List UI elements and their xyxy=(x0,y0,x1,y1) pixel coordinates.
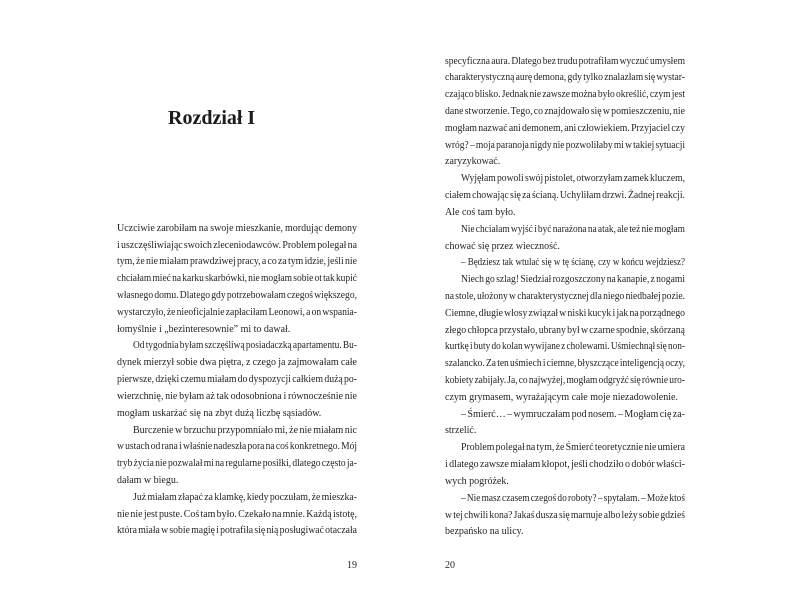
text-line: tryb życia nie pozwalał mi na regularne posiłki, dlatego często ja- xyxy=(117,458,357,470)
text-line: dynek mierzył sobie dwa piętra, z czego ja zajmowałam całe xyxy=(117,357,357,369)
paragraph xyxy=(117,338,357,422)
text-line: w tej chwili kona? Jakaś dusza się marnuje albo leży sobie gdzieś xyxy=(445,509,685,521)
text-line: mogłam uskarżać się na zbyt dużą liczbę sąsiadów. xyxy=(117,407,322,419)
text-line: w ustach od rana i właśnie nadeszła pora na coś konkretnego. Mój xyxy=(117,441,357,453)
text-line: i uszczęśliwiając swoich zleceniodawców. Problem polegał na xyxy=(117,239,357,251)
text-line: wierzchnię, nie byłam aż tak odosobniona i równocześnie nie xyxy=(117,390,357,402)
text-line: która miała w sobie magię i potrafiła się nią posługiwać otaczała xyxy=(117,525,357,537)
dialogue-paragraph xyxy=(445,255,685,272)
text-line: zaryzykować. xyxy=(445,156,501,168)
text-line: łomyślnie i „bezinteresownie” mi to dawał. xyxy=(117,323,291,335)
text-line: strzelić. xyxy=(445,425,477,437)
text-line: własnego domu. Dlatego gdy potrzebowałam czegoś większego, xyxy=(117,290,357,302)
text-line: Od tygodnia byłam szczęśliwą posiadaczką apartamentu. Bu- xyxy=(133,340,357,352)
paragraph xyxy=(445,222,685,256)
text-line: dane stworzenie. Tego, co znajdowało się w pomieszczeniu, nie xyxy=(445,106,685,118)
paragraph xyxy=(117,490,357,540)
page-number: 20 xyxy=(445,560,455,571)
text-line: Niech go szlag! Siedział rozgoszczony na kanapie, z nogami xyxy=(461,274,685,286)
text-line: charakterystyczną aurę demona, gdy tylko znalazłam się wystar- xyxy=(445,72,685,84)
text-block xyxy=(445,54,685,542)
text-line: wystarczyło, że nieoficjalnie zapłaciłam Leonowi, a on wspania- xyxy=(117,306,357,318)
right-page xyxy=(400,0,800,607)
text-line: – Będziesz tak wtulać się w tę ścianę, czy w końcu wejdziesz? xyxy=(461,257,685,269)
text-line: kurtkę i buty do kolan wywijane z cholewami. Uśmiechnął się non- xyxy=(445,341,685,353)
text-line: Problem polegał na tym, że Śmierć teoretycznie nie umiera xyxy=(461,442,685,454)
text-line: nie nie jest puste. Coś tam było. Czekało na mnie. Każdą istotę, xyxy=(117,508,357,520)
text-line: – Śmierć… – wymruczałam pod nosem. – Mogłam cię za- xyxy=(461,408,685,420)
text-line: Uczciwie zarobiłam na swoje mieszkanie, mordując demony xyxy=(117,222,357,234)
dialogue-paragraph xyxy=(445,491,685,541)
text-line: ciałem chowając się za ścianą. Uchyliłam drzwi. Żadnej reakcji. xyxy=(445,190,685,202)
text-line: chciałam mieć na karku skarbówki, nie mogłam sobie ot tak kupić xyxy=(117,273,357,285)
text-line: chować się przez wieczność. xyxy=(445,240,560,252)
paragraph xyxy=(117,221,357,339)
text-line: czym grymasem, wyrażającym całe moje niezadowolenie. xyxy=(445,391,678,403)
paragraph xyxy=(117,423,357,490)
text-line: szalancko. Za ten uśmiech i ciemne, błyszczące inteligencją oczy, xyxy=(445,358,685,370)
paragraph xyxy=(445,440,685,490)
chapter-title: Rozdział I xyxy=(168,107,256,129)
text-line: Już miałam złapać za klamkę, kiedy poczułam, że mieszka- xyxy=(133,491,357,503)
paragraph xyxy=(445,171,685,221)
paragraph xyxy=(445,54,685,172)
text-line: Nie chciałam wyjść i być narażona na atak, ale też nie mogłam xyxy=(461,223,685,235)
text-line: Ale coś tam było. xyxy=(445,206,516,218)
text-line: dałam w biegu. xyxy=(117,474,179,486)
text-line: tym, że nie miałam prawdziwej pracy, a co za tym idzie, jeśli nie xyxy=(117,256,357,268)
text-line: na stole, ułożony w charakterystycznej dla niego niedbałej pozie. xyxy=(445,290,685,302)
text-line: wych pogróżek. xyxy=(445,475,509,487)
text-line: mogłam nazwać ani demonem, ani człowiekiem. Przyjaciel czy xyxy=(445,122,685,134)
text-line: złego chłopca przystało, ubrany był w czarne spodnie, skórzaną xyxy=(445,324,685,336)
text-line: Wyjęłam powoli swój pistolet, otworzyłam zamek kluczem, xyxy=(461,173,685,185)
text-line: wróg? – moja paranoja nigdy nie pozwoliłaby mi w takiej sytuacji xyxy=(445,139,685,151)
text-line: pierwsze, dzięki czemu miałam do dyspozycji całkiem dużą po- xyxy=(117,374,357,386)
text-line: kobiety zabijały. Ja, co najwyżej, mogłam odgryźć się równie uro- xyxy=(445,375,685,387)
text-line: i dlatego zawsze miałam kłopot, jeśli chodziło o dobór właści- xyxy=(445,459,685,471)
text-line: Ciemne, długie włosy związał w niski kucyk i jak na porządnego xyxy=(445,307,685,319)
text-line: czająco blisko. Jednak nie zawsze można było określić, czym jest xyxy=(445,89,685,101)
text-line: specyficzna aura. Dlatego bez trudu potrafiłam wyczuć umysłem xyxy=(445,55,685,67)
text-line: bezpańsko na ulicy. xyxy=(445,526,524,538)
text-line: – Nie masz czasem czegoś do roboty? – spytałam. – Może ktoś xyxy=(461,492,685,504)
text-block xyxy=(117,221,357,540)
dialogue-paragraph xyxy=(445,407,685,441)
page-number: 19 xyxy=(347,560,357,571)
text-line: Burczenie w brzuchu przypomniało mi, że nie miałam nic xyxy=(133,424,357,436)
paragraph xyxy=(445,272,685,407)
